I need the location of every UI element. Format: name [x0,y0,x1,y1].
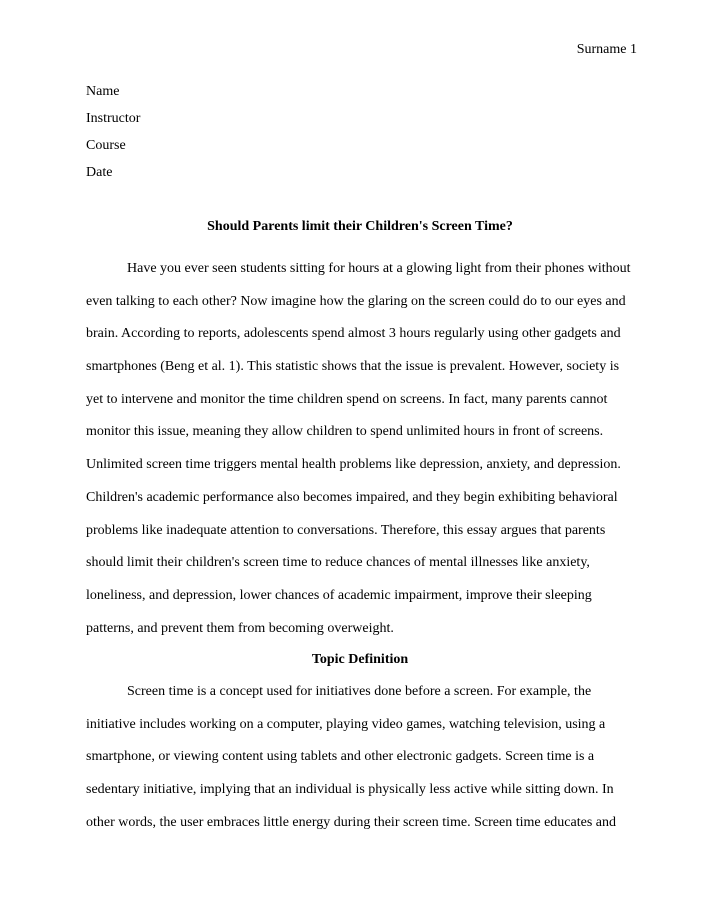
text-line: Screen time is a concept used for initiatives done before a screen. For example, the [127,684,592,699]
text-line: smartphone, or viewing content using tablets and other electronic gadgets. Screen time is a [86,749,595,765]
running-head: Surname 1 [576,42,637,57]
text-line: brain. According to reports, adolescents spend almost 3 hours regularly using other gadgets and [86,326,621,342]
text-line: should limit their children's screen time to reduce chances of mental illnesses like anxiety, [86,555,590,571]
text-line: Unlimited screen time triggers mental health problems like depression, anxiety, and depression. [86,457,621,473]
heading-block [86,83,140,191]
student-name: Name [86,84,120,99]
text-line: monitor this issue, meaning they allow children to spend unlimited hours in front of screens. [86,424,604,440]
instructor-name: Instructor [86,111,141,126]
text-line: even talking to each other? Now imagine how the glaring on the screen could do to our eyes and [86,293,626,309]
date: Date [86,165,113,180]
text-line: yet to intervene and monitor the time children spend on screens. In fact, many parents cannot [86,391,608,407]
text-line: patterns, and prevent them from becoming overweight. [86,620,394,636]
essay-title: Should Parents limit their Children's Screen Time? [207,219,513,234]
text-line: initiative includes working on a computer, playing video games, watching television, using a [86,716,606,732]
text-line: other words, the user embraces little energy during their screen time. Screen time educates and [86,814,616,830]
course-name: Course [86,138,126,153]
text-line: Children's academic performance also becomes impaired, and they begin exhibiting behavioral [86,489,618,505]
text-line: problems like inadequate attention to conversations. Therefore, this essay argues that parents [86,522,606,538]
text-line: loneliness, and depression, lower chances of academic impairment, improve their sleeping [86,587,592,603]
section-heading: Topic Definition [311,652,409,667]
intro-paragraph [86,260,646,652]
text-line: smartphones (Beng et al. 1). This statistic shows that the issue is prevalent. However, society is [86,359,620,375]
text-line: Have you ever seen students sitting for hours at a glowing light from their phones without [127,261,631,276]
text-line: sedentary initiative, implying that an individual is physically less active while sitting down. In [86,782,614,798]
topic-paragraph [86,683,646,846]
